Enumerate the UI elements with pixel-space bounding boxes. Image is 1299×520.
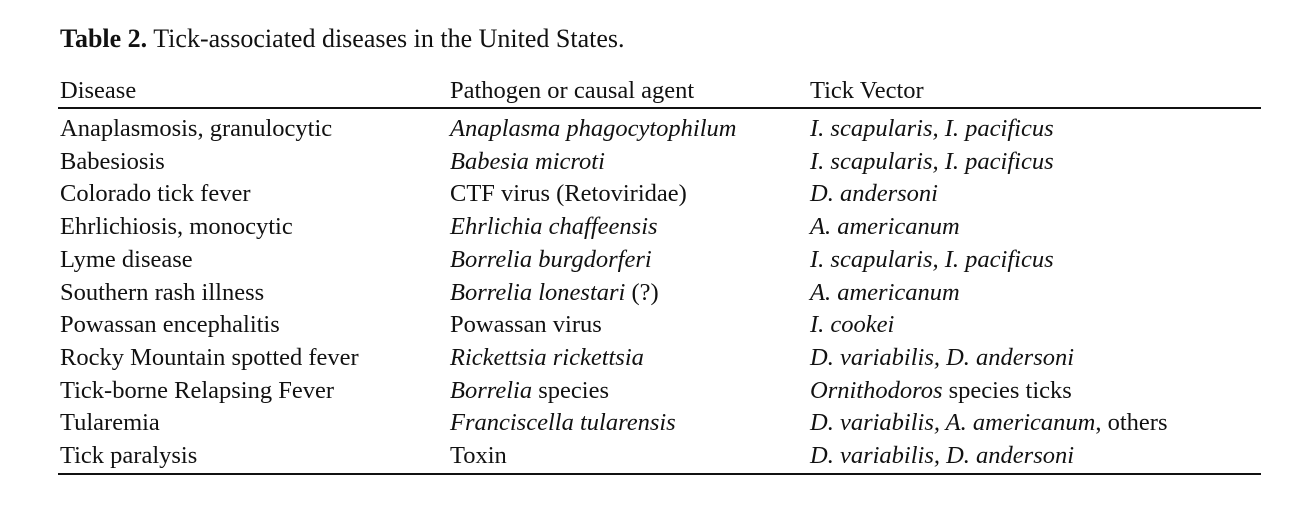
pathogen-text: CTF virus (Retoviridae) bbox=[450, 180, 687, 208]
disease-cell: Tularemia bbox=[60, 409, 160, 437]
tick-vector-text: D. variabilis, A. americanum bbox=[810, 409, 1096, 437]
disease-cell: Southern rash illness bbox=[60, 278, 265, 306]
tick-vector-text: I. scapularis, I. pacificus bbox=[810, 115, 1054, 142]
table-body bbox=[58, 108, 1261, 474]
disease-cell: Tick-borne Relapsing Fever bbox=[60, 376, 334, 404]
pathogen-cell bbox=[448, 440, 808, 474]
column-header-tick-vector: Tick Vector bbox=[808, 74, 1261, 108]
tick-vector-text: , others bbox=[1095, 409, 1168, 437]
tick-vector-cell bbox=[808, 375, 1261, 408]
disease-cell: Babesiosis bbox=[60, 147, 165, 175]
pathogen-text: (?) bbox=[625, 278, 659, 306]
pathogen-cell bbox=[448, 277, 808, 310]
table-caption-text: Tick-associated diseases in the United States. bbox=[153, 24, 625, 53]
pathogen-text: Borrelia lonestari bbox=[450, 278, 626, 306]
tick-vector-text: species ticks bbox=[942, 376, 1072, 404]
tick-vector-cell bbox=[808, 342, 1261, 375]
pathogen-cell bbox=[448, 211, 808, 244]
tick-vector-cell bbox=[808, 277, 1261, 310]
pathogen-text: Ehrlichia chaffeensis bbox=[450, 213, 658, 241]
tick-vector-cell bbox=[808, 178, 1261, 211]
pathogen-text: Borrelia bbox=[450, 376, 533, 404]
pathogen-text: Toxin bbox=[450, 442, 507, 470]
disease-cell: Powassan encephalitis bbox=[60, 311, 280, 339]
pathogen-cell bbox=[448, 309, 808, 342]
table-row bbox=[58, 178, 1261, 211]
tick-vector-cell bbox=[808, 440, 1261, 474]
disease-cell: Colorado tick fever bbox=[60, 180, 251, 208]
pathogen-text: Powassan virus bbox=[450, 311, 602, 339]
disease-cell: Lyme disease bbox=[60, 245, 193, 273]
table-row bbox=[58, 342, 1261, 375]
pathogen-cell bbox=[448, 108, 808, 146]
tick-vector-text: D. andersoni bbox=[810, 180, 938, 208]
pathogen-text: Anaplasma phagocytophilum bbox=[450, 115, 737, 142]
column-header-disease: Disease bbox=[58, 74, 448, 108]
tick-vector-cell bbox=[808, 309, 1261, 342]
pathogen-text: Rickettsia rickettsia bbox=[450, 343, 644, 371]
pathogen-cell bbox=[448, 342, 808, 375]
table-row bbox=[58, 309, 1261, 342]
table-caption bbox=[60, 22, 625, 56]
pathogen-text: species bbox=[532, 376, 609, 404]
disease-cell: Anaplasmosis, granulocytic bbox=[60, 115, 333, 142]
tick-vector-text: A. americanum bbox=[810, 278, 960, 306]
table-row bbox=[58, 440, 1261, 474]
pathogen-cell bbox=[448, 178, 808, 211]
table-row bbox=[58, 375, 1261, 408]
tick-vector-text: A. americanum bbox=[810, 213, 960, 241]
tick-vector-text: I. scapularis, I. pacificus bbox=[810, 147, 1054, 175]
table-row bbox=[58, 211, 1261, 244]
table-row bbox=[58, 244, 1261, 277]
tick-vector-text: I. cookei bbox=[810, 311, 895, 339]
pathogen-text: Borrelia burgdorferi bbox=[450, 245, 652, 273]
column-header-pathogen: Pathogen or causal agent bbox=[448, 74, 808, 108]
disease-cell: Ehrlichiosis, monocytic bbox=[60, 213, 293, 241]
table-row bbox=[58, 146, 1261, 179]
disease-table bbox=[58, 74, 1261, 475]
table-caption-label: Table 2. bbox=[60, 24, 148, 53]
table-row bbox=[58, 108, 1261, 146]
pathogen-cell bbox=[448, 375, 808, 408]
disease-table-container bbox=[58, 74, 1261, 475]
tick-vector-cell bbox=[808, 108, 1261, 146]
disease-cell: Rocky Mountain spotted fever bbox=[60, 343, 359, 371]
table-header-row bbox=[58, 74, 1261, 108]
pathogen-text: Babesia microti bbox=[450, 147, 605, 175]
tick-vector-text: D. variabilis, D. andersoni bbox=[810, 442, 1075, 470]
pathogen-text: Franciscella tularensis bbox=[450, 409, 676, 437]
tick-vector-text: D. variabilis, D. andersoni bbox=[810, 343, 1075, 371]
tick-vector-cell bbox=[808, 407, 1261, 440]
table-row bbox=[58, 277, 1261, 310]
tick-vector-cell bbox=[808, 146, 1261, 179]
pathogen-cell bbox=[448, 407, 808, 440]
table-row bbox=[58, 407, 1261, 440]
disease-cell: Tick paralysis bbox=[58, 440, 448, 474]
pathogen-cell bbox=[448, 244, 808, 277]
tick-vector-cell bbox=[808, 211, 1261, 244]
tick-vector-cell bbox=[808, 244, 1261, 277]
tick-vector-text: Ornithodoros bbox=[810, 376, 943, 404]
tick-vector-text: I. scapularis, I. pacificus bbox=[810, 245, 1054, 273]
pathogen-cell bbox=[448, 146, 808, 179]
